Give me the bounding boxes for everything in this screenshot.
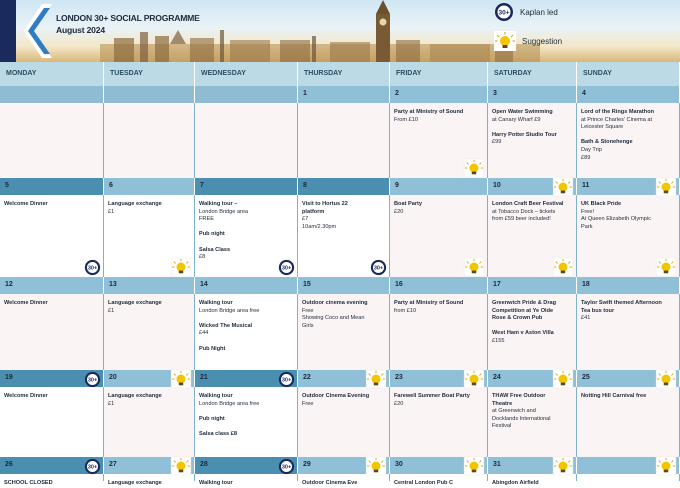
event-line: £20: [394, 208, 404, 215]
event-text: [4, 393, 100, 401]
kaplan-30-plus-icon: [84, 371, 101, 388]
svg-text:30+: 30+: [87, 464, 98, 471]
legend-suggestion-label: Suggestion: [522, 36, 563, 46]
date-number: 4: [582, 90, 586, 97]
banner: [0, 0, 680, 62]
date-bar: [195, 86, 298, 103]
day-cell[interactable]: [104, 294, 195, 370]
event-text: [492, 201, 573, 224]
kaplan-30-plus-icon: [84, 458, 101, 475]
day-header-label: THURSDAY: [304, 70, 343, 77]
legend-kaplan-label: Kaplan led: [520, 7, 558, 17]
event-line: UK Black Pride: [581, 201, 622, 207]
date-number: 18: [582, 281, 590, 288]
event-line: Lord of the Rings Marathon: [581, 109, 655, 115]
lightbulb-suggestion-icon: [494, 31, 516, 51]
event-line: [199, 423, 294, 431]
date-number: 11: [582, 182, 590, 189]
page-title: [56, 12, 200, 36]
event-line: Abingdon Airfield: [492, 480, 539, 486]
event-line: Free!: [581, 208, 595, 215]
kaplan-30-plus-icon: [278, 458, 295, 475]
event-line: London Bridge area free: [199, 307, 260, 314]
event-text: [4, 201, 100, 209]
event-line: From £10: [394, 116, 418, 123]
day-cell[interactable]: [195, 103, 298, 178]
event-line: Greenwich Pride & Drag: [492, 300, 557, 306]
event-line: Competition at Ye Olde: [492, 307, 554, 314]
date-number: 19: [5, 374, 13, 381]
day-header-thursday: [298, 62, 390, 86]
event-line: Rose & Crown Pub: [492, 315, 543, 322]
event-line: London Bridge area free: [199, 400, 260, 407]
event-text: [394, 109, 484, 124]
lightbulb-suggestion-icon: [170, 370, 192, 388]
event-text: [394, 300, 484, 315]
event-line: Language exchange: [108, 393, 162, 399]
event-line: [492, 323, 573, 331]
event-line: [199, 315, 294, 323]
event-line: Outdoor Cinema Eve: [302, 480, 358, 486]
legend-kaplan-led: [494, 2, 558, 22]
event-line: [199, 408, 294, 416]
day-cell[interactable]: [104, 387, 195, 457]
event-text: [199, 393, 294, 439]
day-header-sunday: [577, 62, 680, 86]
lightbulb-suggestion-icon: [170, 258, 192, 276]
date-bar: [104, 86, 195, 103]
day-cell[interactable]: [390, 294, 488, 370]
event-line: FREE: [199, 216, 214, 223]
event-line: Leicester Square: [581, 124, 624, 131]
day-header-label: WEDNESDAY: [201, 70, 246, 77]
svg-text:30+: 30+: [373, 265, 384, 272]
date-bar: [390, 277, 488, 294]
date-number: 9: [395, 182, 399, 189]
event-line: Pub Night: [199, 345, 226, 352]
event-text: [108, 201, 191, 216]
event-line: from £10: [394, 307, 417, 314]
event-line: at Greenwich and: [492, 408, 536, 415]
chevron-logo-icon: [20, 2, 54, 60]
event-line: at Canary Wharf £9: [492, 116, 541, 123]
svg-text:30+: 30+: [281, 377, 292, 384]
date-bar: [390, 86, 488, 103]
event-line: Boat Party: [394, 201, 422, 207]
event-line: Girls: [302, 322, 314, 329]
event-text: [108, 480, 191, 488]
event-line: [199, 338, 294, 346]
event-line: West Ham v Aston Villa: [492, 330, 554, 337]
day-cell[interactable]: [577, 294, 680, 370]
event-line: £1: [108, 208, 115, 215]
date-number: 14: [200, 281, 208, 288]
kaplan-30-plus-icon: [494, 2, 514, 22]
event-text: [302, 300, 386, 330]
date-bar: [0, 277, 104, 294]
svg-text:30+: 30+: [87, 265, 98, 272]
event-line: Showing Coco and Mean: [302, 315, 365, 322]
event-line: 10am/2.30pm: [302, 223, 337, 230]
date-bar: [195, 277, 298, 294]
event-line: Pub night: [199, 231, 225, 238]
kaplan-30-plus-icon: [278, 371, 295, 388]
date-bar: [195, 178, 298, 195]
lightbulb-suggestion-icon: [463, 370, 485, 388]
event-line: Central London Pub C: [394, 480, 454, 486]
date-number: 28: [200, 461, 208, 468]
day-cell[interactable]: [104, 103, 195, 178]
date-number: 21: [200, 374, 208, 381]
event-line: £20: [394, 400, 404, 407]
date-bar: [298, 178, 390, 195]
lightbulb-suggestion-icon: [655, 457, 677, 475]
day-cell[interactable]: [195, 474, 298, 486]
event-line: Notting Hill Carnival free: [581, 393, 647, 399]
event-line: Festival: [492, 423, 512, 430]
day-cell[interactable]: [0, 387, 104, 457]
event-text: [302, 393, 386, 408]
day-header-friday: [390, 62, 488, 86]
kaplan-30-plus-icon: [370, 259, 387, 276]
day-cell[interactable]: [390, 387, 488, 457]
event-line: Pub night: [199, 415, 225, 422]
event-text: [4, 300, 100, 308]
event-line: £155: [492, 337, 505, 344]
event-line: £1: [108, 307, 115, 314]
event-line: Free: [302, 400, 314, 407]
title-programme: LONDON 30+ SOCIAL PROGRAMME: [56, 13, 200, 23]
day-cell[interactable]: [577, 387, 680, 457]
event-line: Language exchange: [108, 201, 162, 207]
date-number: 12: [5, 281, 13, 288]
lightbulb-suggestion-icon: [552, 178, 574, 196]
event-line: Theatre: [492, 400, 513, 407]
svg-text:30+: 30+: [281, 265, 292, 272]
event-text: [199, 300, 294, 353]
date-number: 27: [109, 461, 117, 468]
event-line: THAW Free Outdoor: [492, 393, 546, 399]
event-line: [199, 224, 294, 232]
lightbulb-suggestion-icon: [655, 258, 677, 276]
day-cell[interactable]: [0, 103, 104, 178]
event-line: Walking tour: [199, 393, 233, 399]
event-line: £89: [581, 154, 591, 161]
date-number: 17: [493, 281, 501, 288]
event-line: £99: [492, 139, 502, 146]
date-number: 30: [395, 461, 403, 468]
date-number: 31: [493, 461, 501, 468]
date-number: 6: [109, 182, 113, 189]
date-number: 23: [395, 374, 403, 381]
day-header-wednesday: [195, 62, 298, 86]
date-number: 15: [303, 281, 311, 288]
event-line: £41: [581, 315, 591, 322]
date-bar: [577, 86, 680, 103]
event-line: Welcome Dinner: [4, 300, 48, 306]
event-text: [302, 201, 386, 231]
date-number: 8: [303, 182, 307, 189]
event-line: Docklands International: [492, 415, 551, 422]
date-bar: [488, 86, 577, 103]
day-header-label: MONDAY: [6, 70, 37, 77]
event-text: [199, 480, 294, 488]
event-text: [199, 201, 294, 262]
lightbulb-suggestion-icon: [463, 457, 485, 475]
date-bar: [0, 86, 104, 103]
date-number: 3: [493, 90, 497, 97]
day-cell[interactable]: [0, 294, 104, 370]
day-cell[interactable]: [298, 294, 390, 370]
date-bar: [104, 178, 195, 195]
event-line: Welcome Dinner: [4, 393, 48, 399]
event-line: Salsa class £8: [199, 430, 237, 437]
event-line: Bath & Stonehenge: [581, 139, 633, 146]
event-line: Walking tour –: [199, 201, 238, 207]
date-number: 25: [582, 374, 590, 381]
event-line: Walking tour: [199, 300, 233, 306]
event-line: Salsa Class: [199, 246, 231, 253]
date-bar: [577, 277, 680, 294]
date-number: 16: [395, 281, 403, 288]
calendar-grid: [0, 62, 680, 486]
day-header-monday: [0, 62, 104, 86]
day-header-label: TUESDAY: [110, 70, 143, 77]
date-bar: [104, 277, 195, 294]
date-number: 29: [303, 461, 311, 468]
event-line: £7: [302, 216, 309, 223]
date-number: 2: [395, 90, 399, 97]
banner-navy-strip: [0, 0, 16, 62]
lightbulb-suggestion-icon: [655, 178, 677, 196]
day-cell[interactable]: [195, 294, 298, 370]
event-text: [4, 480, 100, 488]
date-bar: [488, 277, 577, 294]
date-number: 7: [200, 182, 204, 189]
event-line: [492, 124, 573, 132]
date-number: 1: [303, 90, 307, 97]
day-cell[interactable]: [298, 103, 390, 178]
title-month: August 2024: [56, 25, 105, 35]
event-text: [108, 300, 191, 315]
event-line: Day Trip: [581, 146, 602, 153]
event-line: Outdoor Cinema Evening: [302, 393, 370, 399]
day-cell[interactable]: [0, 474, 104, 486]
day-cell[interactable]: [488, 103, 577, 178]
event-line: £8: [199, 254, 206, 261]
legend-suggestion: [494, 31, 562, 51]
date-bar: [390, 178, 488, 195]
event-line: Park: [581, 223, 593, 230]
event-line: Welcome Dinner: [4, 201, 48, 207]
day-header-label: SATURDAY: [494, 70, 532, 77]
event-line: Party at Ministry of Sound: [394, 300, 464, 306]
event-line: from £59 beer included!: [492, 216, 551, 223]
kaplan-30-plus-icon: [278, 259, 295, 276]
lightbulb-suggestion-icon: [365, 457, 387, 475]
event-line: £44: [199, 330, 209, 337]
event-text: [492, 480, 573, 488]
day-header-saturday: [488, 62, 577, 86]
event-line: Walking tour: [199, 480, 233, 486]
svg-text:30+: 30+: [87, 377, 98, 384]
event-line: SCHOOL CLOSED: [4, 480, 53, 486]
event-text: [394, 201, 484, 216]
event-line: Harry Potter Studio Tour: [492, 131, 557, 138]
svg-text:30+: 30+: [498, 9, 510, 17]
lightbulb-suggestion-icon: [365, 370, 387, 388]
event-line: [581, 132, 676, 140]
day-cell[interactable]: [195, 387, 298, 457]
event-line: [199, 239, 294, 247]
lightbulb-suggestion-icon: [463, 159, 485, 177]
event-text: [394, 393, 484, 408]
kaplan-30-plus-icon: [84, 259, 101, 276]
event-line: platform: [302, 208, 325, 215]
event-text: [581, 300, 676, 323]
event-text: [492, 109, 573, 147]
event-line: London Bridge area: [199, 208, 249, 215]
lightbulb-suggestion-icon: [552, 258, 574, 276]
date-bar: [298, 277, 390, 294]
event-line: Outdoor cinema evening: [302, 300, 368, 306]
day-cell[interactable]: [488, 294, 577, 370]
day-cell[interactable]: [298, 387, 390, 457]
event-line: At Queen Elizabeth Olympic: [581, 216, 651, 223]
day-header-tuesday: [104, 62, 195, 86]
day-header-label: SUNDAY: [583, 70, 612, 77]
event-line: £1: [108, 400, 115, 407]
event-line: Farewell Summer Boat Party: [394, 393, 470, 399]
event-line: at Tobacco Dock – tickets: [492, 208, 556, 215]
day-header-label: FRIDAY: [396, 70, 422, 77]
date-number: 20: [109, 374, 117, 381]
day-cell[interactable]: [577, 103, 680, 178]
day-cell[interactable]: [488, 387, 577, 457]
date-bar: [298, 86, 390, 103]
event-text: [492, 300, 573, 346]
event-line: Visit to Hortus 22: [302, 201, 348, 207]
event-text: [581, 393, 676, 401]
lightbulb-suggestion-icon: [552, 457, 574, 475]
event-text: [581, 109, 676, 162]
lightbulb-suggestion-icon: [655, 370, 677, 388]
lightbulb-suggestion-icon: [463, 258, 485, 276]
event-line: Language exchange: [108, 300, 162, 306]
date-number: 22: [303, 374, 311, 381]
date-number: 26: [5, 461, 13, 468]
event-line: Open Water Swimming: [492, 109, 553, 115]
event-line: Wicked The Musical: [199, 322, 253, 329]
lightbulb-suggestion-icon: [552, 370, 574, 388]
event-text: [581, 201, 676, 231]
event-line: Free: [302, 307, 314, 314]
event-text: [108, 393, 191, 408]
date-number: 5: [5, 182, 9, 189]
date-bar: [0, 178, 104, 195]
event-text: [302, 480, 386, 488]
date-number: 13: [109, 281, 117, 288]
event-line: Language exchange: [108, 480, 162, 486]
lightbulb-suggestion-icon: [170, 457, 192, 475]
event-line: Taylor Swift themed Afternoon: [581, 300, 662, 306]
event-line: London Craft Beer Festival: [492, 201, 564, 207]
date-number: 24: [493, 374, 501, 381]
event-text: [394, 480, 484, 488]
date-number: 10: [493, 182, 501, 189]
event-line: at Prince Charles' Cinema at: [581, 116, 653, 123]
event-line: Party at Ministry of Sound: [394, 109, 464, 115]
event-line: Tea bus tour: [581, 307, 615, 314]
svg-text:30+: 30+: [281, 464, 292, 471]
event-text: [492, 393, 573, 431]
